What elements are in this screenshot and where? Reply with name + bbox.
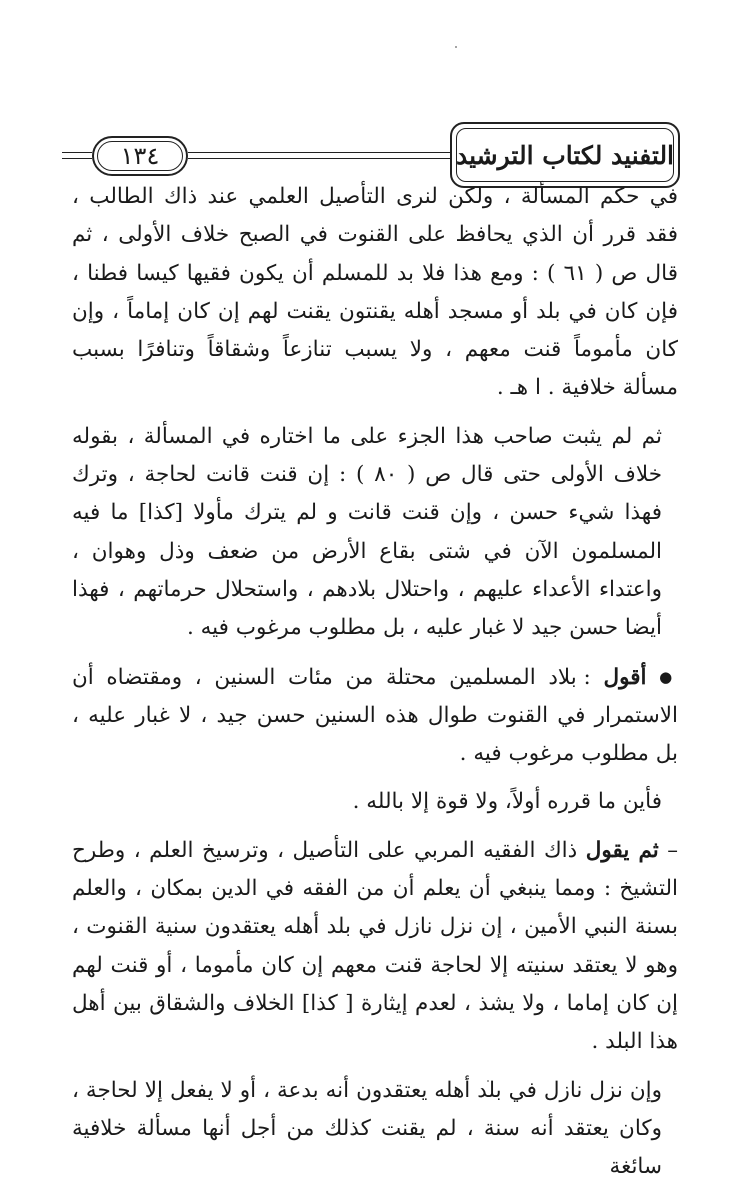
header-rule-left (62, 158, 92, 159)
paragraph-2: ثم لم يثبت صاحب هذا الجزء على ما اختاره في المسألة ، بقوله خلاف الأولى حتى قال ص ( ٨٠ ) : إن قنت قانت لحاجة ، وترك فهذا شيء حسن ، وإن قنت قانت و لم يترك مأولا [كذا] ما فيه المسلمون الآن في شتى بقاع الأرض من ضعف وذل وهوان ، واعتداء الأعداء عليهم ، واحتلال بلادهم ، واستحلال حرماتهم ، فهذا أيضا حسن جيد لا غبار عليه ، بل مطلوب مرغوب فيه . (72, 423, 662, 641)
header-rule-center (188, 152, 450, 153)
page-number-box (92, 136, 188, 176)
page-number: ١٣٤ (120, 142, 160, 170)
paragraph-5 (72, 832, 678, 1062)
book-title: التفنيد لكتاب الترشيد (456, 140, 675, 170)
paragraph-1: في حكم المسألة ، ولكن لنرى التأصيل العلمي عند ذاك الطالب ، فقد قرر أن الذي يحافظ على القنوت في الصبح خلاف الأولى ، ثم قال ص ( ٦١ ) : ومع هذا فلا بد للمسلم أن يكون فقيها كيسا فطنا ، فإن كان في بلد أو مسجد أهله يقنتون يقنت لهم إن كان إماماً ، وإن كان مأموماً قنت معهم ، ولا يسبب تنازعاً وشقاقاً وتنافرًا بسبب مسألة خلافية . ا هـ . (72, 184, 678, 401)
body-text (72, 178, 678, 1186)
paragraph-5-lead: ثم يقول (585, 837, 659, 863)
paragraph-4: فأين ما قرره أولاً، ولا قوة إلا بالله . (352, 789, 662, 815)
scan-speck (455, 46, 457, 48)
paragraph-3 (72, 658, 678, 774)
paragraph-5-text: ذاك الفقيه المربي على التأصيل ، وترسيخ العلم ، وطرح التشيخ : ومما ينبغي أن يعلم أن من الفقه في الدين بمكان ، والعلم بسنة النبي الأمين ، إن نزل نازل في بلد أهله يعتقدون سنية القنوت ، وهو لا يعتقد سنيته إلا لحاجة قنت معهم إن كان مأموما ، أو قنت لهم إن كان إماما ، ولا يشذ ، لعدم إيثارة [ كذا] الخلاف والشقاق بين أهل هذا البلد . (72, 837, 678, 1055)
paragraph-3-lead: أقول (603, 664, 647, 690)
header-rule-left (62, 152, 92, 153)
bullet-icon: ● (659, 667, 679, 686)
paragraph-3-text: : بلاد المسلمين محتلة من مئات السنين ، ومقتضاه أن الاستمرار في القنوت طوال هذه السنين حسن جيد ، لا غبار عليه ، بل مطلوب مرغوب فيه . (72, 664, 678, 767)
paragraph-6: وإن نزل نازل في بلد أهله يعتقدون أنه بدعة ، أو لا يفعل إلا لحاجة ، وكان يعتقد أنه سنة ، لم يقنت كذلك من أجل أنها مسألة خلافية سائغة (72, 1077, 662, 1180)
header-rule-center (188, 158, 450, 159)
paragraph-5-dash: – (667, 837, 678, 863)
